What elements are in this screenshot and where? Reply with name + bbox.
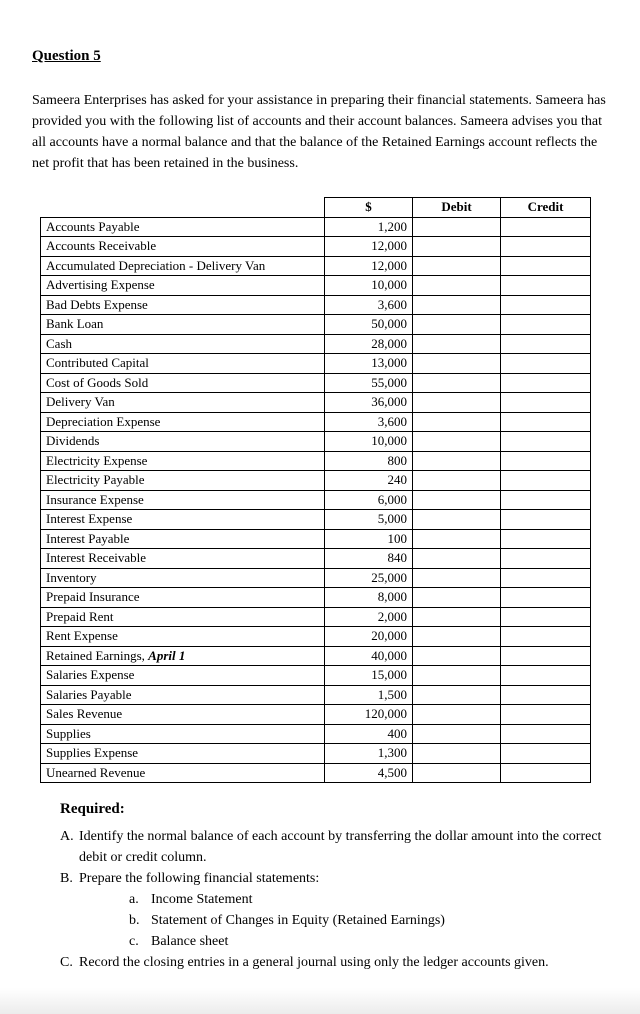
credit-cell [501, 373, 591, 393]
page-bottom-shadow [0, 988, 640, 1014]
account-name-cell [41, 724, 325, 744]
required-item-c-marker: C. [60, 955, 73, 970]
debit-cell [413, 705, 501, 725]
table-row [41, 373, 591, 393]
debit-cell [413, 646, 501, 666]
account-name: Electricity Expense [46, 452, 148, 468]
account-name-date: April 1 [148, 647, 186, 663]
account-name: Sales Revenue [46, 706, 123, 722]
account-name-cell [41, 471, 325, 491]
question-title: Question 5 [32, 48, 101, 64]
debit-cell [413, 607, 501, 627]
credit-cell [501, 646, 591, 666]
credit-cell [501, 315, 591, 335]
credit-cell [501, 451, 591, 471]
account-name: Dividends [46, 433, 100, 449]
credit-cell [501, 354, 591, 374]
account-name-cell [41, 646, 325, 666]
required-item-b [60, 868, 620, 952]
account-name: Contributed Capital [46, 355, 149, 371]
credit-cell [501, 568, 591, 588]
amount-cell: 28,000 [325, 334, 413, 354]
account-balances-table [40, 197, 591, 783]
account-name-cell [41, 412, 325, 432]
account-name-cell [41, 588, 325, 608]
account-name: Rent Expense [46, 628, 118, 644]
credit-cell [501, 627, 591, 647]
table-row [41, 568, 591, 588]
account-name: Cost of Goods Sold [46, 374, 149, 390]
debit-cell [413, 276, 501, 296]
header-account-blank [41, 198, 325, 218]
credit-cell [501, 256, 591, 276]
account-name: Retained Earnings, [46, 647, 149, 663]
account-name-cell [41, 237, 325, 257]
credit-cell [501, 588, 591, 608]
table-row [41, 451, 591, 471]
credit-cell [501, 334, 591, 354]
required-item-a-text: Identify the normal balance of each account by transferring the dollar amount into the correct debit or credit column. [79, 829, 602, 865]
account-name: Supplies [46, 725, 91, 741]
table-row [41, 705, 591, 725]
subitem-c-marker: c. [129, 934, 139, 949]
table-row [41, 549, 591, 569]
account-name: Insurance Expense [46, 491, 144, 507]
debit-cell [413, 217, 501, 237]
credit-cell [501, 744, 591, 764]
required-item-a [60, 826, 620, 868]
debit-cell [413, 685, 501, 705]
amount-cell: 840 [325, 549, 413, 569]
account-name-cell [41, 432, 325, 452]
account-name-cell [41, 295, 325, 315]
amount-cell: 8,000 [325, 588, 413, 608]
account-name-cell [41, 666, 325, 686]
amount-cell: 15,000 [325, 666, 413, 686]
amount-cell: 3,600 [325, 295, 413, 315]
debit-cell [413, 666, 501, 686]
header-amount: $ [325, 198, 413, 218]
account-name-cell [41, 685, 325, 705]
table-row [41, 529, 591, 549]
account-name-cell [41, 315, 325, 335]
required-item-c-text: Record the closing entries in a general journal using only the ledger accounts given. [79, 955, 549, 970]
credit-cell [501, 685, 591, 705]
required-item-c [60, 952, 620, 973]
amount-cell: 5,000 [325, 510, 413, 530]
amount-cell: 12,000 [325, 237, 413, 257]
statements-sublist [79, 889, 620, 952]
account-name: Salaries Payable [46, 686, 132, 702]
account-name-cell [41, 627, 325, 647]
table-row [41, 627, 591, 647]
required-item-b-text: Prepare the following financial statements: [79, 871, 320, 886]
debit-cell [413, 490, 501, 510]
amount-cell: 4,500 [325, 763, 413, 783]
account-name-cell [41, 393, 325, 413]
debit-cell [413, 471, 501, 491]
debit-cell [413, 315, 501, 335]
amount-cell: 10,000 [325, 276, 413, 296]
table-row [41, 412, 591, 432]
account-name: Inventory [46, 569, 97, 585]
account-name-cell [41, 607, 325, 627]
amount-cell: 12,000 [325, 256, 413, 276]
intro-paragraph: Sameera Enterprises has asked for your assistance in preparing their financial statements. Sameera has provided you with the following list of accounts and their account balances. Sameera advises you that all accounts have a normal balance and that the balance of the Retained Earnings account reflects the net profit that has been retained in the business. [32, 93, 606, 171]
account-name-cell [41, 568, 325, 588]
table-body [41, 217, 591, 783]
credit-cell [501, 510, 591, 530]
table-row [41, 646, 591, 666]
amount-cell: 2,000 [325, 607, 413, 627]
credit-cell [501, 276, 591, 296]
table-row [41, 744, 591, 764]
debit-cell [413, 724, 501, 744]
subitem-a-text: Income Statement [151, 892, 253, 907]
account-name-cell [41, 276, 325, 296]
credit-cell [501, 529, 591, 549]
required-list [60, 826, 620, 973]
account-name-cell [41, 744, 325, 764]
amount-cell: 1,200 [325, 217, 413, 237]
account-name: Bank Loan [46, 316, 104, 332]
amount-cell: 240 [325, 471, 413, 491]
debit-cell [413, 373, 501, 393]
debit-cell [413, 568, 501, 588]
amount-cell: 800 [325, 451, 413, 471]
required-item-a-marker: A. [60, 829, 74, 844]
table-row [41, 510, 591, 530]
required-item-b-marker: B. [60, 871, 73, 886]
subitem-b-text: Statement of Changes in Equity (Retained Earnings) [151, 913, 445, 928]
credit-cell [501, 763, 591, 783]
table-row [41, 354, 591, 374]
amount-cell: 1,300 [325, 744, 413, 764]
amount-cell: 120,000 [325, 705, 413, 725]
debit-cell [413, 529, 501, 549]
amount-cell: 20,000 [325, 627, 413, 647]
debit-cell [413, 763, 501, 783]
table-row [41, 588, 591, 608]
account-name: Electricity Payable [46, 472, 145, 488]
account-name-cell [41, 763, 325, 783]
table-row [41, 393, 591, 413]
header-credit: Credit [501, 198, 591, 218]
amount-cell: 10,000 [325, 432, 413, 452]
subitem-income-statement [79, 889, 620, 910]
credit-cell [501, 724, 591, 744]
table-row [41, 490, 591, 510]
account-name-cell [41, 549, 325, 569]
account-name: Interest Receivable [46, 550, 146, 566]
table-row [41, 471, 591, 491]
account-name-cell [41, 256, 325, 276]
debit-cell [413, 237, 501, 257]
amount-cell: 1,500 [325, 685, 413, 705]
account-name: Interest Expense [46, 511, 133, 527]
required-heading: Required: [60, 801, 125, 817]
table-row [41, 607, 591, 627]
amount-cell: 3,600 [325, 412, 413, 432]
account-name: Accumulated Depreciation - Delivery Van [46, 257, 266, 273]
account-name: Interest Payable [46, 530, 130, 546]
table-row [41, 724, 591, 744]
account-name: Accounts Receivable [46, 238, 157, 254]
credit-cell [501, 490, 591, 510]
account-name-cell [41, 217, 325, 237]
account-name-cell [41, 334, 325, 354]
credit-cell [501, 549, 591, 569]
subitem-b-marker: b. [129, 913, 140, 928]
account-name-cell [41, 373, 325, 393]
table-row [41, 256, 591, 276]
subitem-c-text: Balance sheet [151, 934, 229, 949]
credit-cell [501, 666, 591, 686]
subitem-balance-sheet [79, 931, 620, 952]
table-row [41, 217, 591, 237]
table-row [41, 666, 591, 686]
account-name: Salaries Expense [46, 667, 135, 683]
account-name-cell [41, 490, 325, 510]
subitem-a-marker: a. [129, 892, 139, 907]
credit-cell [501, 412, 591, 432]
header-debit: Debit [413, 198, 501, 218]
table-row [41, 685, 591, 705]
debit-cell [413, 295, 501, 315]
amount-cell: 50,000 [325, 315, 413, 335]
credit-cell [501, 607, 591, 627]
table-row [41, 276, 591, 296]
account-name-cell [41, 451, 325, 471]
table-row [41, 763, 591, 783]
account-name-cell [41, 510, 325, 530]
account-name: Accounts Payable [46, 218, 140, 234]
credit-cell [501, 295, 591, 315]
table-row [41, 334, 591, 354]
account-name-cell [41, 354, 325, 374]
credit-cell [501, 432, 591, 452]
table-row [41, 295, 591, 315]
table-row [41, 237, 591, 257]
account-name: Cash [46, 335, 72, 351]
debit-cell [413, 549, 501, 569]
debit-cell [413, 354, 501, 374]
debit-cell [413, 744, 501, 764]
amount-cell: 25,000 [325, 568, 413, 588]
amount-cell: 6,000 [325, 490, 413, 510]
debit-cell [413, 588, 501, 608]
debit-cell [413, 627, 501, 647]
debit-cell [413, 412, 501, 432]
debit-cell [413, 451, 501, 471]
account-name: Delivery Van [46, 394, 115, 410]
account-name: Bad Debts Expense [46, 296, 148, 312]
credit-cell [501, 471, 591, 491]
table-header-row [41, 198, 591, 218]
amount-cell: 400 [325, 724, 413, 744]
amount-cell: 55,000 [325, 373, 413, 393]
table-row [41, 432, 591, 452]
account-name: Supplies Expense [46, 745, 139, 761]
debit-cell [413, 334, 501, 354]
account-name: Prepaid Insurance [46, 589, 140, 605]
account-name-cell [41, 705, 325, 725]
amount-cell: 36,000 [325, 393, 413, 413]
credit-cell [501, 217, 591, 237]
debit-cell [413, 256, 501, 276]
debit-cell [413, 510, 501, 530]
credit-cell [501, 393, 591, 413]
account-name: Unearned Revenue [46, 764, 146, 780]
credit-cell [501, 705, 591, 725]
amount-cell: 100 [325, 529, 413, 549]
debit-cell [413, 393, 501, 413]
amount-cell: 13,000 [325, 354, 413, 374]
amount-cell: 40,000 [325, 646, 413, 666]
credit-cell [501, 237, 591, 257]
account-name: Advertising Expense [46, 277, 155, 293]
account-name-cell [41, 529, 325, 549]
account-name: Depreciation Expense [46, 413, 161, 429]
subitem-changes-in-equity [79, 910, 620, 931]
table-row [41, 315, 591, 335]
debit-cell [413, 432, 501, 452]
account-name: Prepaid Rent [46, 608, 114, 624]
